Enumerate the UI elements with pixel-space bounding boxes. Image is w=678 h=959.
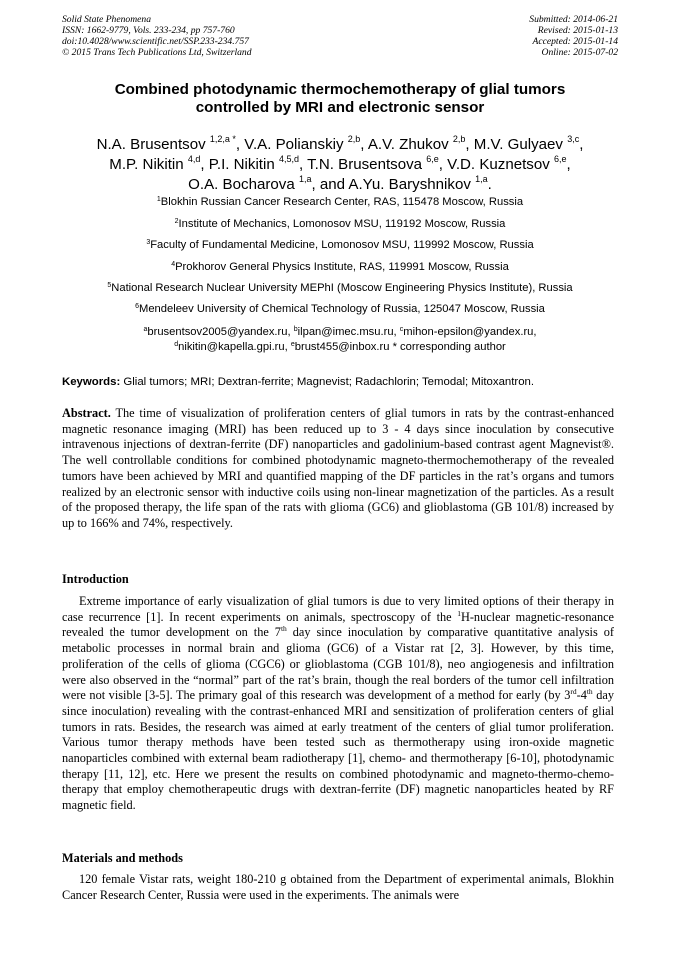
author-affil: 4,d [187, 154, 201, 164]
author-name: M.P. Nikitin [109, 156, 184, 173]
author-separator: , and [311, 176, 349, 193]
email-link[interactable]: ilpan@imec.msu.ru, [297, 326, 400, 338]
affiliation-text: Institute of Mechanics, Lomonosov MSU, 119192 Moscow, Russia [178, 218, 506, 230]
affiliation [62, 282, 618, 294]
keywords [62, 376, 618, 388]
title-line: controlled by MRI and electronic sensor [195, 99, 485, 116]
affiliation-text: Prokhorov General Physics Institute, RAS, 119991 Moscow, Russia [175, 261, 509, 273]
affiliation-text: Faculty of Fundamental Medicine, Lomonosov MSU, 119992 Moscow, Russia [150, 239, 534, 251]
author-affil: 6,e [426, 154, 439, 164]
affiliation-number: 1 [156, 196, 161, 203]
email-link[interactable]: brust455@inbox.ru [294, 341, 390, 353]
keywords-label: Keywords: [62, 376, 121, 388]
affiliation-number: 4 [171, 261, 176, 268]
email-line: $^a$brusentsov2005@yandex.ru, $^b$ilpan@imec.msu.ru, $^c$mihon-epsilon@yandex.ru, [143, 326, 537, 338]
author-name: V.A. Polianskiy [244, 136, 344, 153]
author-separator: , [579, 136, 584, 153]
online-date: Online: 2015-07-02 [541, 47, 618, 58]
doi[interactable]: doi:10.4028/www.scientific.net/SSP.233-234.757 [62, 36, 249, 47]
author-affil: 1,a [298, 174, 312, 184]
author-name: O.A. Bocharova [188, 176, 295, 193]
author-name: T.N. Brusentsova [307, 156, 423, 173]
affiliation-number: 2 [174, 218, 179, 225]
abstract-text: The time of visualization of proliferation centers of glial tumors in rats by the contrast-enhanced magnetic resonance imaging (MRI) has been reduced up to 3 - 4 days since inoculation by consecutive intravenous injections of dextran-ferrite (DF) nanoparticles and gadolinium-based contrast agent Magnevist®. The well controllable conditions for combined photodynamic magneto-thermochemotherapy of the revealed tumors have been achieved by MRI and quantified mapping of the DF particles in the rat’s organs and tumors realized by an electronic sensor with inductive coils using non-linear magnetization of the particles. As a result of the proposed therapy, the life span of the rats with glioma (GC6) and glioblastoma (GB 101/8) increased by up to 166% and 74%, respectively. [62, 406, 614, 530]
affiliation-number: 3 [146, 239, 151, 246]
author-line [62, 155, 618, 175]
author-affil: 6,e [554, 154, 567, 164]
copyright: © 2015 Trans Tech Publications Ltd, Switzerland [62, 47, 252, 58]
author-name: A.Yu. Baryshnikov [348, 176, 471, 193]
author-name: V.D. Kuznetsov [447, 156, 550, 173]
author-name: P.I. Nikitin [208, 156, 275, 173]
author-name: M.V. Gulyaev [473, 136, 563, 153]
affiliation [62, 303, 618, 315]
affiliation [62, 261, 618, 273]
issn: ISSN: 1662-9779, Vols. 233-234, pp 757-760 [62, 25, 235, 36]
author-affil: 1,a [475, 174, 488, 184]
methods-paragraph: 120 female Vistar rats, weight 180-210 g obtained from the Department of experimental animals, Blokhin Cancer Research Center, Russia were used in the experiments. The animals were [62, 872, 614, 902]
affiliation-number: 6 [135, 303, 140, 310]
author-separator: , [438, 156, 448, 173]
author-separator: , [235, 136, 245, 153]
email-link[interactable]: mihon-epsilon@yandex.ru, [403, 326, 537, 338]
email-link[interactable]: brusentsov2005@yandex.ru, [147, 326, 294, 338]
affiliation [62, 239, 618, 251]
introduction-paragraph: Extreme importance of early visualization of glial tumors is due to very limited options of their therapy in case recurrence [1]. In recent experiments on animals, spectroscopy of the $^1$H-nuclear magnetic-resonance revealed the tumor development on the 7th day since inoculation by comparative quantitative analysis of metabolic processes in normal brain and glioma (GC6) of a Vistar rat [2, 3]. However, by this time, proliferation of the cells of glioma (CGC6) or glioblastoma (CGB 101/8), neo angiogenesis and infiltration were also observed in the “normal” part of the rat’s brain, though the real borders of the tumor cell infiltration were not visible [3-5]. The primary goal of this research was development of a method for early (by 3rd-4th day since inoculation) revealing with the contrast-enhanced MRI and sensitization of proliferation centers of glial tumors in rats. Besides, the research was aimed at early treatment of the centers of glial tumor proliferation. Various tumor therapy methods have been tested such as thermotherapy using iron-oxide magnetic nanoparticles combined with external beam radiotherapy [1], chemo- and thermotherapy [6-10], photodynamic therapy [11, 12], etc. Here we present the results on combined photodynamic and magneto-thermo-chemo-therapy that employ chemotherapeutic drugs with dextran-ferrite (DF) magnetic nanoparticles heated by RF magnetic field. [62, 594, 615, 813]
email-link[interactable]: nikitin@kapella.gpi.ru, [178, 341, 291, 353]
affiliation-text: National Research Nuclear University MEPhI (Moscow Engineering Physics Institute), Russia [111, 282, 573, 294]
author-separator: , [298, 156, 308, 173]
section-heading-introduction: Introduction [62, 572, 129, 586]
submitted-date: Submitted: 2014-06-21 [529, 14, 618, 25]
journal-name: Solid State Phenomena [62, 14, 151, 25]
affiliation [62, 218, 618, 230]
author-separator: , [465, 136, 474, 153]
author-separator: , [200, 156, 209, 173]
affiliation-text: Blokhin Russian Cancer Research Center, RAS, 115478 Moscow, Russia [160, 196, 524, 208]
abstract [62, 406, 614, 532]
accepted-date: Accepted: 2015-01-14 [532, 36, 618, 47]
affiliation-number: 5 [107, 282, 112, 289]
keywords-text: Glial tumors; MRI; Dextran-ferrite; Magnevist; Radachlorin; Temodal; Mitoxantron. [120, 376, 535, 388]
abstract-label: Abstract. [62, 406, 111, 420]
corresponding-note: * corresponding author [389, 341, 506, 353]
author-affil: 3,c [567, 134, 580, 144]
author-list [62, 135, 618, 195]
header-left [62, 14, 252, 58]
email-line: $^d$nikitin@kapella.gpi.ru, $^e$brust455@inbox.ru * corresponding author [174, 341, 506, 353]
author-name: A.V. Zhukov [367, 136, 449, 153]
affiliation-text: Mendeleev University of Chemical Technology of Russia, 125047 Moscow, Russia [139, 303, 545, 315]
revised-date: Revised: 2015-01-13 [537, 25, 618, 36]
author-affil: 4,5,d [278, 154, 299, 164]
author-name: N.A. Brusentsov [96, 136, 206, 153]
affiliation [62, 196, 618, 208]
author-separator: , [566, 156, 571, 173]
email-block [62, 325, 618, 355]
section-heading-methods: Materials and methods [62, 851, 183, 865]
author-line [62, 175, 618, 195]
author-line [62, 135, 618, 155]
header-right [529, 14, 618, 58]
paper-title [62, 81, 618, 117]
title-line: Combined photodynamic thermochemotherapy of glial tumors [114, 81, 566, 98]
author-affil: 2,b [452, 134, 466, 144]
author-separator: . [487, 176, 492, 193]
author-separator: , [360, 136, 368, 153]
author-affil: 2,b [347, 134, 361, 144]
author-affil: 1,2,a * [209, 134, 236, 144]
